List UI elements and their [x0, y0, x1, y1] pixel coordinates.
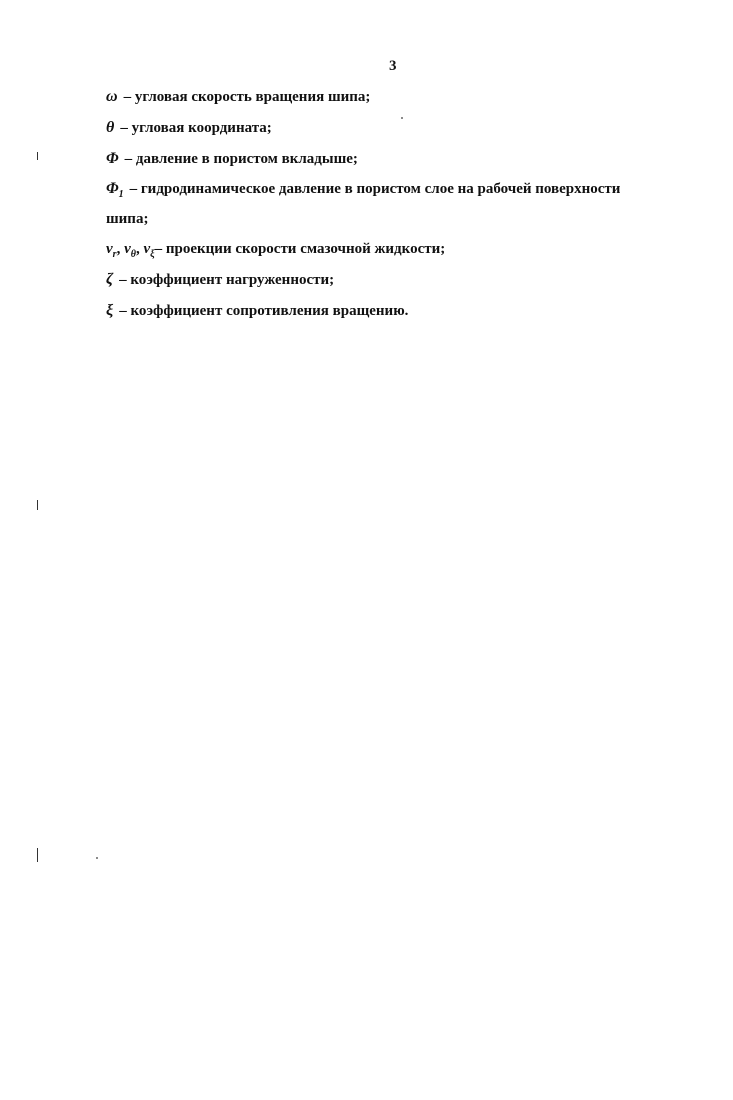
- definition-phi: [106, 150, 358, 168]
- scan-dot: [401, 117, 403, 119]
- definition-dash: –: [129, 181, 138, 197]
- definition-dash: –: [119, 272, 127, 288]
- definition-text: коэффициент нагруженности;: [130, 272, 335, 288]
- phi1-symbol: $\Phi_1$: [106, 180, 124, 201]
- definition-phi1: [106, 180, 620, 200]
- definition-dash: –: [120, 120, 128, 136]
- theta-symbol: θ: [106, 119, 115, 136]
- page-number: 3: [389, 58, 397, 74]
- xi-symbol: ξ: [106, 302, 114, 319]
- zeta-symbol: ζ: [106, 271, 114, 288]
- omega-symbol: ω: [106, 88, 118, 105]
- v-theta-symbol: $\nu_\theta$: [124, 241, 136, 260]
- definition-text: угловая скорость вращения шипа;: [134, 89, 371, 105]
- scan-mark: [37, 500, 38, 510]
- definition-text: проекции скорости смазочной жидкости;: [165, 241, 446, 257]
- definition-dash: –: [119, 303, 127, 319]
- phi-symbol: Φ: [106, 150, 119, 167]
- definition-text: коэффициент сопротивления вращению.: [130, 303, 409, 319]
- definition-text-continuation: шипа;: [106, 211, 149, 227]
- v-xi-symbol: $\nu_\xi$: [143, 241, 155, 260]
- definition-text: угловая координата;: [131, 120, 272, 136]
- scan-mark: [37, 848, 38, 862]
- phi1-subscript: 1: [118, 189, 124, 201]
- definition-omega: [106, 88, 370, 106]
- definition-dash: –: [154, 241, 163, 257]
- definition-theta: [106, 119, 272, 137]
- scan-mark: [37, 152, 38, 160]
- definition-xi: [106, 302, 408, 320]
- definition-phi1-continuation: [106, 211, 148, 228]
- definition-dash: –: [123, 89, 132, 105]
- definition-zeta: [106, 271, 334, 289]
- definition-text: гидродинамическое давление в пористом слое на рабочей поверхности: [140, 181, 621, 197]
- definition-velocity: $\nu_r$, $\nu_\theta$, $\nu_\xi-$ проекции скорости смазочной жидкости;: [106, 241, 446, 260]
- definition-text: давление в пористом вкладыше;: [135, 151, 358, 167]
- v-r-symbol: $\nu_r$: [106, 241, 117, 260]
- definition-dash: –: [124, 151, 133, 167]
- scan-dot: [96, 857, 98, 859]
